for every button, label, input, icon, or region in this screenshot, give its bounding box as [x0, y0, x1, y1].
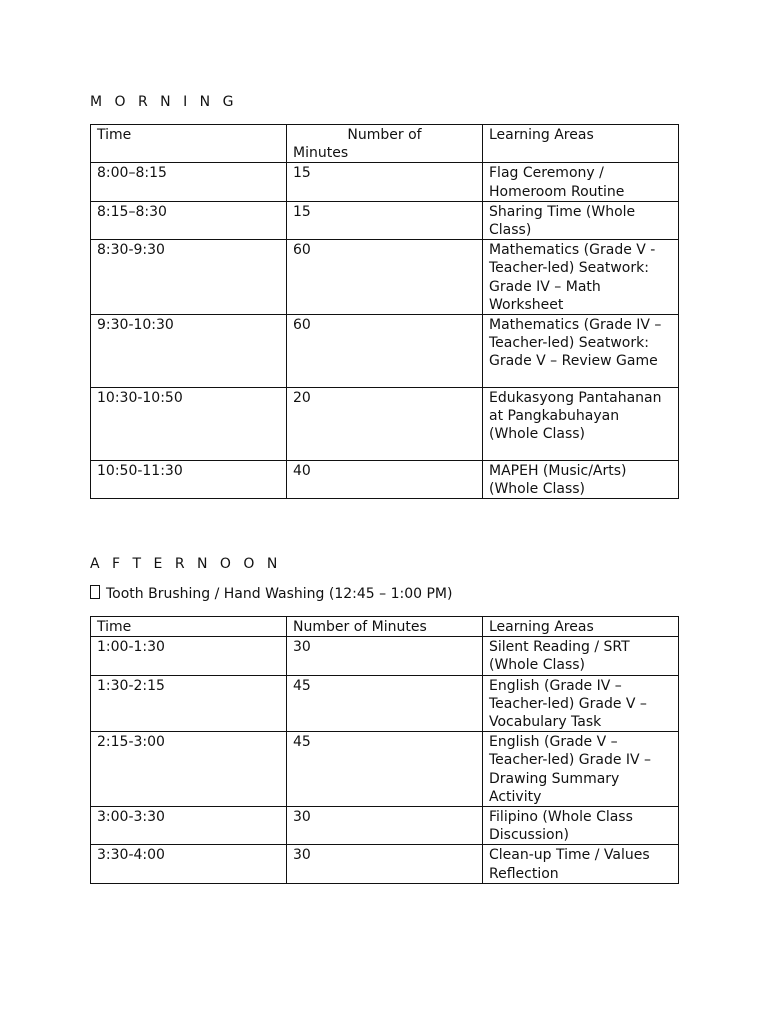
table-header-row: [91, 617, 679, 637]
cell-learning-area: English (Grade IV – Teacher-led) Grade V – Vocabulary Task: [483, 675, 679, 732]
cell-minutes: 15: [287, 201, 483, 239]
header-minutes: Number of Minutes: [287, 617, 483, 637]
cell-minutes: 30: [287, 807, 483, 845]
cell-time: 10:50-11:30: [91, 461, 287, 499]
morning-section-title: M O R N I N G: [90, 94, 238, 110]
cell-learning-area: Clean-up Time / Values Reflection: [483, 845, 679, 883]
hygiene-note: [90, 585, 452, 603]
cell-time: 8:30-9:30: [91, 240, 287, 315]
checkbox-placeholder-icon: [90, 585, 100, 599]
table-row: [91, 845, 679, 883]
cell-learning-area: Silent Reading / SRT (Whole Class): [483, 637, 679, 675]
header-learning-areas: Learning Areas: [483, 125, 679, 163]
table-row: [91, 807, 679, 845]
table-row: [91, 240, 679, 315]
table-row: [91, 201, 679, 239]
hygiene-note-text: Tooth Brushing / Hand Washing (12:45 – 1:00 PM): [106, 586, 453, 602]
cell-minutes: 60: [287, 240, 483, 315]
table-row: [91, 315, 679, 388]
cell-time: 8:00–8:15: [91, 163, 287, 201]
header-learning-areas: Learning Areas: [483, 617, 679, 637]
cell-minutes: 45: [287, 675, 483, 732]
cell-minutes: 60: [287, 315, 483, 388]
cell-time: 9:30-10:30: [91, 315, 287, 388]
cell-time: 8:15–8:30: [91, 201, 287, 239]
header-minutes: [287, 125, 483, 163]
cell-learning-area: Flag Ceremony / Homeroom Routine: [483, 163, 679, 201]
cell-time: 1:30-2:15: [91, 675, 287, 732]
header-minutes-line1: Number of: [347, 127, 422, 143]
cell-time: 1:00-1:30: [91, 637, 287, 675]
cell-time: 10:30-10:50: [91, 388, 287, 461]
cell-minutes: 40: [287, 461, 483, 499]
cell-time: 3:00-3:30: [91, 807, 287, 845]
header-time: Time: [91, 125, 287, 163]
cell-time: 3:30-4:00: [91, 845, 287, 883]
table-row: [91, 732, 679, 807]
cell-minutes: 30: [287, 637, 483, 675]
table-row: [91, 637, 679, 675]
cell-minutes: 45: [287, 732, 483, 807]
table-row: [91, 163, 679, 201]
table-header-row: [91, 125, 679, 163]
table-row: [91, 461, 679, 499]
cell-minutes: 30: [287, 845, 483, 883]
cell-minutes: 20: [287, 388, 483, 461]
header-minutes-line2: Minutes: [293, 145, 349, 162]
afternoon-schedule-table: [90, 616, 679, 884]
cell-learning-area: English (Grade V – Teacher-led) Grade IV – Drawing Summary Activity: [483, 732, 679, 807]
afternoon-section-title: A F T E R N O O N: [90, 556, 282, 572]
table-row: [91, 675, 679, 732]
morning-schedule-table: [90, 124, 679, 499]
cell-minutes: 15: [287, 163, 483, 201]
table-row: [91, 388, 679, 461]
cell-learning-area: Mathematics (Grade V - Teacher-led) Seatwork: Grade IV – Math Worksheet: [483, 240, 679, 315]
cell-time: 2:15-3:00: [91, 732, 287, 807]
cell-learning-area: MAPEH (Music/Arts) (Whole Class): [483, 461, 679, 499]
cell-learning-area: Sharing Time (Whole Class): [483, 201, 679, 239]
cell-learning-area: Filipino (Whole Class Discussion): [483, 807, 679, 845]
cell-learning-area: Mathematics (Grade IV – Teacher-led) Seatwork: Grade V – Review Game: [483, 315, 679, 388]
cell-learning-area: Edukasyong Pantahanan at Pangkabuhayan (Whole Class): [483, 388, 679, 461]
header-time: Time: [91, 617, 287, 637]
